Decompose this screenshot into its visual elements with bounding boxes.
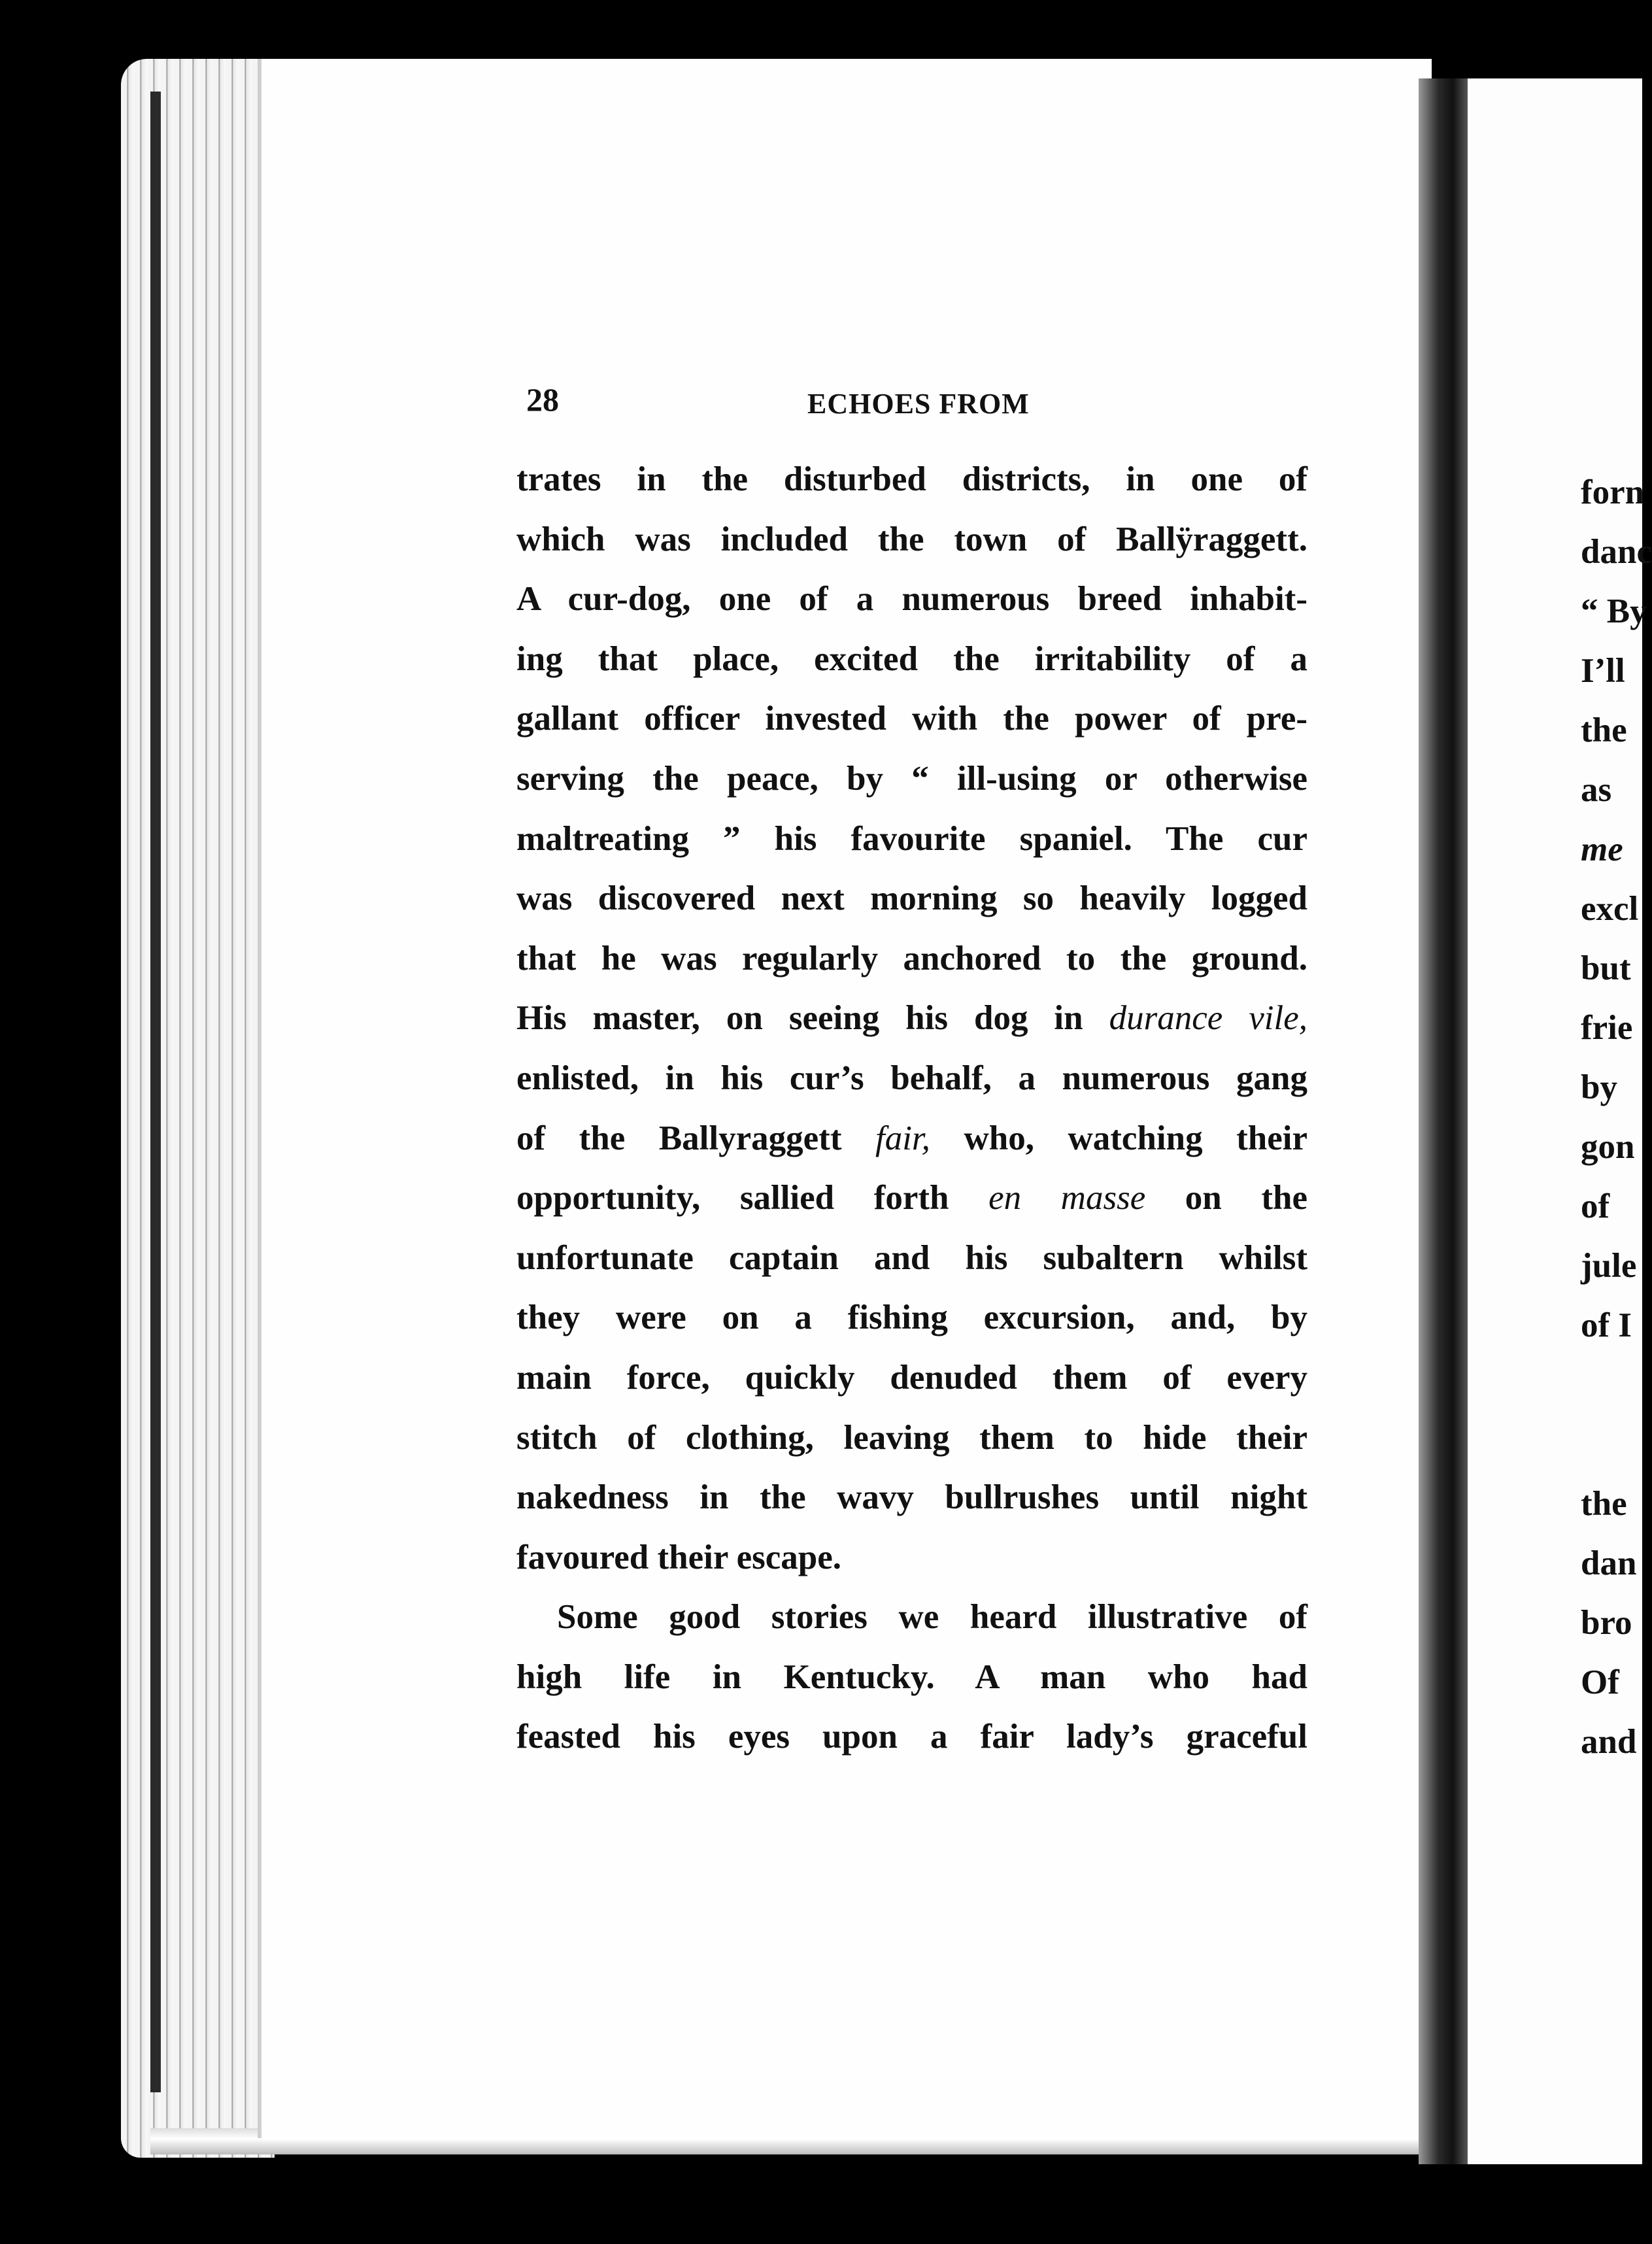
text-line: nakedness in the wavy bullrushes until night (516, 1478, 1307, 1517)
text-run: opportunity, sallied forth (516, 1179, 989, 1217)
facing-line: forn (1581, 473, 1645, 511)
page-edges (121, 59, 275, 2158)
facing-line: and (1581, 1723, 1637, 1761)
italic-phrase: fair, (875, 1119, 930, 1157)
facing-page-text (1581, 463, 1652, 1772)
text-run: on the (1145, 1179, 1307, 1217)
facing-line: but (1581, 949, 1631, 987)
text-line: they were on a fishing excursion, and, by (516, 1299, 1307, 1337)
facing-line (1581, 820, 1652, 879)
text-run: His master, on seeing his dog in (516, 999, 1109, 1038)
text-line: Some good stories we heard illustrative of (557, 1598, 1307, 1637)
text-line: favoured their escape. (516, 1538, 842, 1576)
page-number: 28 (526, 381, 559, 418)
facing-line: Of (1581, 1663, 1619, 1701)
italic-phrase: en masse (988, 1179, 1146, 1217)
text-line: A cur-dog, one of a numerous breed inhabit- (516, 580, 1307, 619)
facing-line: by (1581, 1068, 1617, 1106)
facing-line: the (1581, 1485, 1627, 1523)
page-header: ECHOES FROM (807, 388, 1030, 420)
text-run: of the Ballyraggett (516, 1119, 875, 1157)
facing-line: of I (1581, 1306, 1632, 1344)
facing-line: bro (1581, 1604, 1632, 1642)
text-line: serving the peace, by “ ill-using or otherwise (516, 759, 1307, 798)
text-line: feasted his eyes upon a fair lady’s graceful (516, 1718, 1307, 1756)
facing-line: of (1581, 1187, 1610, 1225)
text-line: ing that place, excited the irritability of a (516, 639, 1307, 678)
text-line: unfortunate captain and his subaltern whilst (516, 1238, 1307, 1277)
text-line (516, 1109, 1307, 1169)
facing-line: jule (1581, 1247, 1637, 1285)
text-run: who, watching their (930, 1119, 1307, 1157)
facing-line: “ By (1581, 592, 1647, 630)
text-line: that he was regularly anchored to the ground. (516, 939, 1307, 978)
text-line: gallant officer invested with the power of pre- (516, 700, 1307, 738)
text-line: main force, quickly denuded them of every (516, 1358, 1307, 1397)
text-line (516, 1168, 1307, 1229)
italic-phrase: me (1581, 830, 1623, 868)
text-line (516, 989, 1307, 1049)
text-line: was discovered next morning so heavily logged (516, 879, 1307, 918)
page-edges-shadow (150, 92, 161, 2092)
text-line: enlisted, in his cur’s behalf, a numerous gang (516, 1059, 1307, 1097)
text-line: which was included the town of Ballÿraggett. (516, 520, 1307, 558)
italic-phrase: durance vile, (1109, 999, 1308, 1038)
facing-line: excl (1581, 890, 1639, 928)
facing-gap (1581, 1355, 1652, 1474)
facing-line: as (1581, 771, 1612, 809)
facing-line: I’ll (1581, 652, 1625, 690)
text-line: stitch of clothing, leaving them to hide their (516, 1418, 1307, 1457)
facing-line: frie (1581, 1009, 1633, 1047)
text-line: trates in the disturbed districts, in one of (516, 460, 1307, 498)
facing-line: the (1581, 711, 1627, 749)
text-line: maltreating ” his favourite spaniel. The cur (516, 819, 1307, 858)
facing-line: danc (1581, 533, 1652, 571)
text-line: high life in Kentucky. A man who had (516, 1658, 1307, 1696)
facing-line: gon (1581, 1128, 1635, 1166)
book-gutter (1419, 78, 1468, 2164)
facing-line: dan (1581, 1544, 1637, 1582)
body-text (516, 450, 1307, 1767)
